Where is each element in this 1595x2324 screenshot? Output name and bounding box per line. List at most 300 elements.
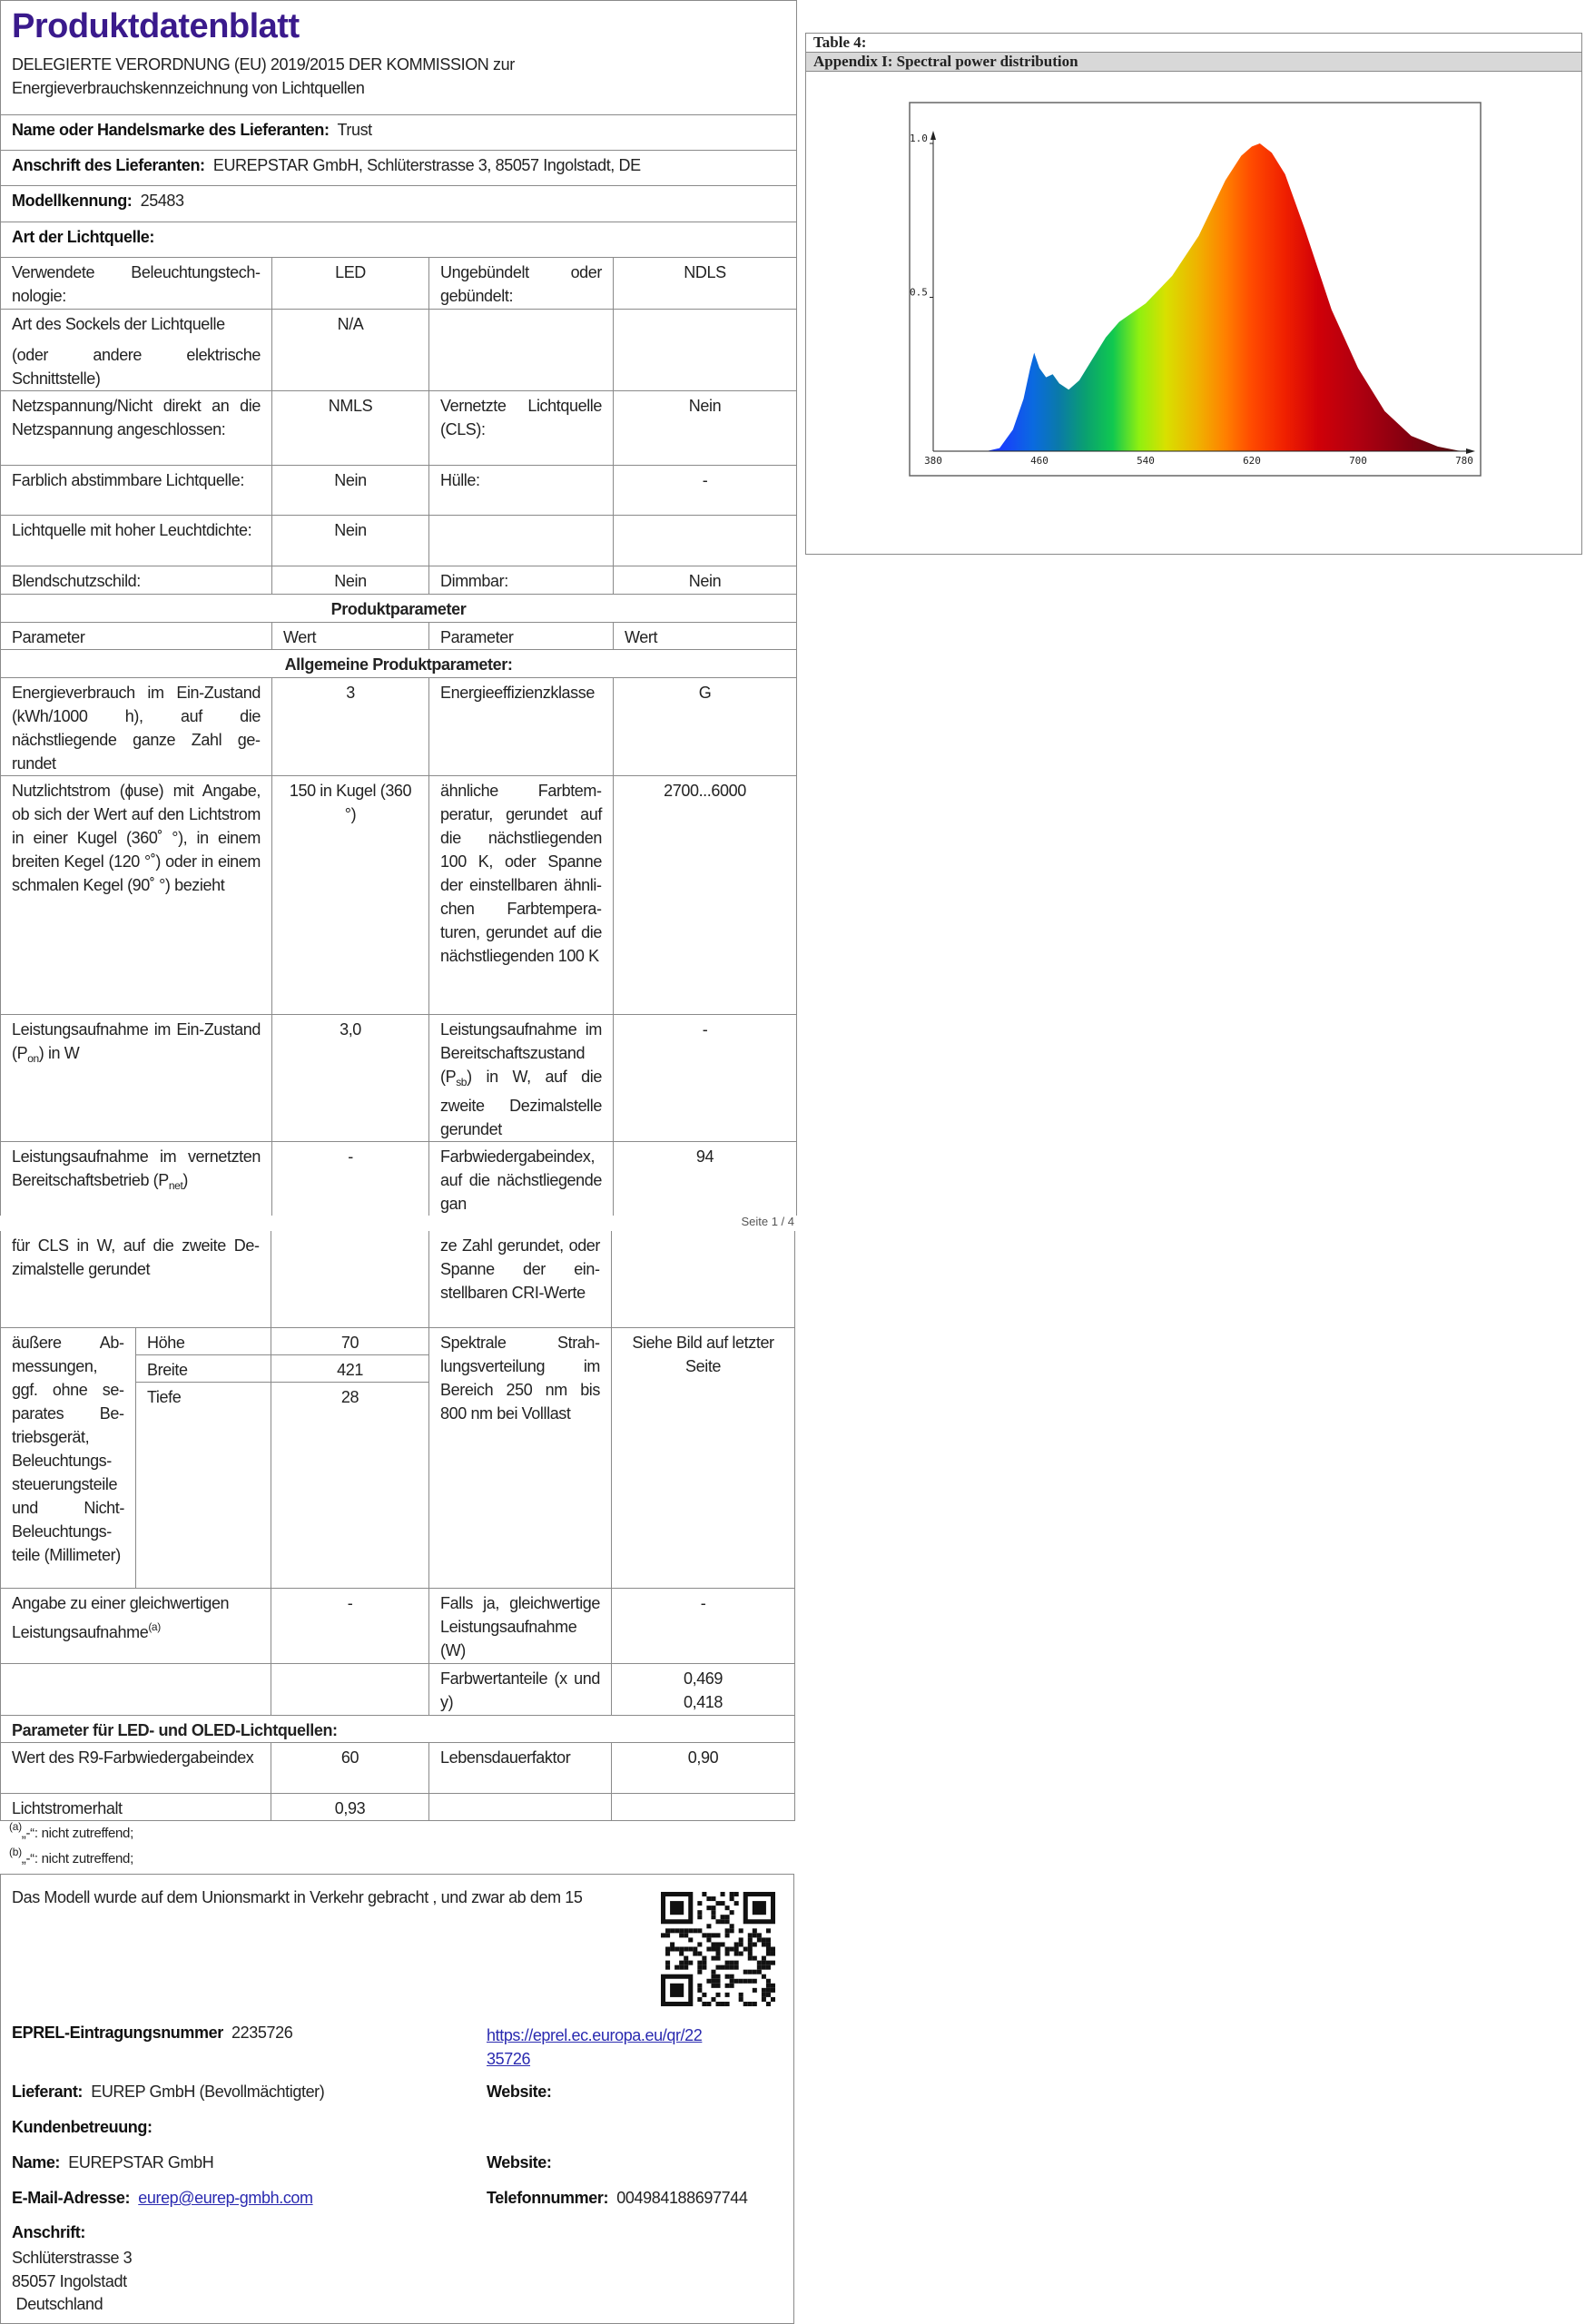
- param-value: 0,93: [271, 1793, 429, 1820]
- supplier-name: Trust: [337, 121, 372, 139]
- param-label: Nutzlichtstrom (ɸuse) mit Angabe, ob sich der Wert auf den Lichtstrom in einer Kugel (360˚ °), in einem breiten Kegel (120 °˚) oder in einem schmalen Kegel (90˚ °) bezieht: [1, 776, 272, 1015]
- qr-module: [730, 1946, 734, 1951]
- width-value: 421: [271, 1354, 429, 1382]
- qr-module: [725, 1974, 730, 1979]
- qr-module: [665, 1952, 670, 1956]
- param-value: [612, 1663, 795, 1715]
- qr-module: [697, 1997, 702, 2002]
- qr-module: [730, 1892, 734, 1896]
- supplier-address-label: Anschrift des Lieferanten:: [12, 156, 205, 174]
- qr-module: [766, 1961, 771, 1965]
- table-row: [1, 1142, 797, 1216]
- qr-module: [762, 1988, 766, 1993]
- label-text: Angabe zu einer gleichwertigen Leistungsaufnahme: [12, 1593, 230, 1641]
- supplier-label: Lieferant:: [12, 2083, 84, 2101]
- qr-module: [711, 1905, 715, 1910]
- subscript: on: [27, 1052, 39, 1065]
- qr-module: [753, 1928, 757, 1933]
- param-label: [1, 1588, 271, 1663]
- label-text: Leistungsaufnahme im Bereitschaftszustand (P: [440, 1020, 602, 1086]
- qr-module: [670, 1942, 674, 1946]
- qr-module: [715, 1979, 720, 1984]
- x-tick-label: 700: [1349, 455, 1367, 467]
- qr-module: [734, 1901, 739, 1905]
- qr-finder: [670, 1901, 684, 1915]
- param-value: Nein: [272, 466, 429, 516]
- qr-module: [693, 1952, 697, 1956]
- qr-module: [679, 1952, 684, 1956]
- qr-module: [721, 1892, 725, 1896]
- param-value: NDLS: [614, 258, 797, 310]
- qr-module: [743, 1979, 748, 1984]
- qr-module: [730, 1896, 734, 1901]
- y-tick-label: 0.5: [910, 286, 928, 299]
- qr-module: [706, 1979, 711, 1984]
- qr-module: [739, 1928, 743, 1933]
- qr-module: [684, 1928, 688, 1933]
- page-title: Produktdatenblatt: [12, 7, 300, 45]
- qr-module: [762, 1993, 766, 1997]
- appendix-heading: Appendix I: Spectral power distribution: [806, 52, 1581, 72]
- address-label-text: Anschrift:: [12, 2223, 85, 2241]
- website2-label: [487, 2153, 551, 2172]
- qr-module: [730, 1924, 734, 1928]
- label-text: ) in W: [38, 1044, 80, 1062]
- param-label: Energieverbrauch im Ein-Zustand (kWh/1000 h), auf die nächstliegende ganze Zahl gerundet: [1, 678, 272, 776]
- qr-module: [715, 1933, 720, 1937]
- param-value-empty: [271, 1663, 429, 1715]
- address-line: Schlüterstrasse 3: [12, 2249, 133, 2267]
- qr-code[interactable]: [661, 1892, 775, 2006]
- param-label: [1, 310, 272, 391]
- qr-module: [734, 1946, 739, 1951]
- table-row: [1, 1793, 795, 1820]
- qr-module: [748, 1937, 753, 1942]
- email-label: E-Mail-Adresse:: [12, 2189, 131, 2207]
- table-row: [1, 310, 797, 391]
- qr-module: [706, 1933, 711, 1937]
- param-value: 94: [614, 1142, 797, 1216]
- product-sheet-table-part2: [0, 1231, 795, 1821]
- address-block: [12, 2247, 132, 2317]
- param-label: [1, 1015, 272, 1142]
- param-label-empty: [1, 1663, 271, 1715]
- qr-module: [665, 1961, 670, 1965]
- param-label: für CLS in W, auf die zweite Dezimalstelle gerundet: [1, 1231, 271, 1327]
- qr-module: [725, 1915, 730, 1919]
- param-label: [1, 1142, 272, 1216]
- chromaticity-x: 0,469: [683, 1669, 724, 1688]
- name-value: EUREPSTAR GmbH: [68, 2153, 214, 2171]
- param-value: Nein: [614, 566, 797, 595]
- qr-module: [762, 1965, 766, 1970]
- column-header-parameter: Parameter: [429, 623, 614, 650]
- eprel-row: [12, 2024, 292, 2043]
- param-label: [429, 310, 614, 391]
- param-label: Lichtstromerhalt: [1, 1793, 271, 1820]
- regulation-text: DELEGIERTE VERORDNUNG (EU) 2019/2015 DER KOMMISSION zur Energieverbrauchskennzeichnung von Lichtquellen: [12, 55, 515, 97]
- page-number: Seite 1 / 4: [741, 1215, 794, 1228]
- param-value: 150 in Kugel (360 °): [272, 776, 429, 1015]
- section-title-general-parameters: Allgemeine Produktparameter:: [1, 650, 797, 678]
- label-text: Leistungsaufnahme im Ein-Zustand (P: [12, 1020, 261, 1062]
- qr-module: [766, 1979, 771, 1984]
- name-label: Name:: [12, 2153, 61, 2171]
- param-label: Hülle:: [429, 466, 614, 516]
- table-row: [1, 1588, 795, 1663]
- param-label: Farblich abstimmbare Lichtquelle:: [1, 466, 272, 516]
- qr-module: [702, 1956, 706, 1961]
- qr-module: [734, 1892, 739, 1896]
- qr-finder: [753, 1901, 766, 1915]
- table-row: [1, 516, 797, 566]
- eprel-link-line[interactable]: 35726: [487, 2050, 531, 2068]
- qr-module: [730, 1910, 734, 1915]
- height-value: 70: [271, 1327, 429, 1354]
- qr-module: [734, 1979, 739, 1984]
- qr-module: [702, 1933, 706, 1937]
- website-label-text: Website:: [487, 2083, 552, 2101]
- qr-module: [684, 1946, 688, 1951]
- qr-module: [665, 1965, 670, 1970]
- qr-module: [702, 1965, 706, 1970]
- qr-module: [757, 1970, 762, 1974]
- qr-module: [721, 2002, 725, 2006]
- qr-module: [734, 1942, 739, 1946]
- email-link[interactable]: eurep@eurep-gmbh.com: [138, 2189, 313, 2207]
- qr-module: [743, 2002, 748, 2006]
- qr-module: [730, 1984, 734, 1988]
- param-label: Netzspannung/Nicht direkt an die Netzspannung angeschlossen:: [1, 391, 272, 466]
- chromaticity-y: 0,418: [683, 1692, 724, 1711]
- qr-module: [702, 2002, 706, 2006]
- table-row: [1, 1742, 795, 1793]
- qr-module: [711, 1915, 715, 1919]
- qr-module: [697, 1942, 702, 1946]
- param-label: Verwendete Beleuchtungstechnologie:: [1, 258, 272, 310]
- table-row: [1, 566, 797, 595]
- table-row: [1, 678, 797, 776]
- appendix-panel: [805, 33, 1582, 555]
- column-header-value: Wert: [614, 623, 797, 650]
- supplier-address: EUREPSTAR GmbH, Schlüterstrasse 3, 85057 Ingolstadt, DE: [212, 156, 641, 174]
- qr-module: [711, 1956, 715, 1961]
- footnote-ref: (a): [148, 1620, 161, 1633]
- eprel-link-line[interactable]: https://eprel.ec.europa.eu/qr/22: [487, 2026, 703, 2044]
- qr-module: [715, 1965, 720, 1970]
- qr-module: [771, 1997, 775, 2002]
- qr-module: [688, 1946, 693, 1951]
- footnote-text: „-“: nicht zutreffend;: [21, 1826, 133, 1841]
- param-value: 2700...6000: [614, 776, 797, 1015]
- qr-module: [702, 1892, 706, 1896]
- table-row: [1, 1231, 795, 1327]
- column-header-row: [1, 623, 797, 650]
- qr-module: [734, 1952, 739, 1956]
- qr-module: [748, 1933, 753, 1937]
- x-tick-label: 540: [1137, 455, 1155, 467]
- section-title-product-parameters: Produktparameter: [1, 595, 797, 623]
- depth-value: 28: [271, 1382, 429, 1588]
- table-row: [1, 776, 797, 1015]
- qr-module: [762, 1956, 766, 1961]
- qr-module: [753, 1956, 757, 1961]
- qr-module: [697, 1952, 702, 1956]
- param-value-empty: [612, 1231, 795, 1327]
- param-value: -: [272, 1142, 429, 1216]
- qr-module: [734, 1961, 739, 1965]
- qr-module: [661, 1933, 665, 1937]
- model-label: Modellkennung:: [12, 192, 133, 210]
- qr-module: [766, 1952, 771, 1956]
- qr-module: [679, 1933, 684, 1937]
- section-title-led-parameters: Parameter für LED- und OLED-Lichtquellen:: [1, 1715, 795, 1742]
- qr-module: [697, 1915, 702, 1919]
- qr-module: [706, 1924, 711, 1928]
- qr-module: [739, 1997, 743, 2002]
- qr-module: [697, 1961, 702, 1965]
- qr-module: [674, 1946, 679, 1951]
- qr-module: [679, 1965, 684, 1970]
- param-label: ze Zahl gerundet, oder Spanne der einstellbaren CRI-Werte: [429, 1231, 612, 1327]
- model-row: [1, 186, 797, 222]
- qr-module: [697, 1988, 702, 1993]
- eprel-number: 2235726: [231, 2024, 293, 2042]
- footnote-a: [9, 1820, 133, 1841]
- subscript: sb: [456, 1076, 468, 1088]
- qr-module: [766, 1937, 771, 1942]
- eprel-link[interactable]: [487, 2024, 702, 2071]
- website2-label-text: Website:: [487, 2153, 552, 2171]
- qr-module: [665, 1933, 670, 1937]
- qr-module: [684, 1965, 688, 1970]
- customer-support-label: [12, 2118, 153, 2137]
- qr-module: [725, 1933, 730, 1937]
- eprel-label: EPREL-Eintragungsnummer: [12, 2024, 223, 2042]
- qr-module: [753, 1970, 757, 1974]
- dimensions-label: äußere Abmessungen, ggf. ohne separates Betriebsgerät, Beleuchtungssteuerungsteile und Nicht-Beleuchtungsteile (Millimeter): [1, 1327, 136, 1588]
- param-label: Dimmbar:: [429, 566, 614, 595]
- supplier-row: [12, 2083, 324, 2102]
- qr-module: [766, 2002, 771, 2006]
- qr-module: [721, 1901, 725, 1905]
- qr-module: [688, 1937, 693, 1942]
- qr-module: [739, 1952, 743, 1956]
- qr-module: [693, 1946, 697, 1951]
- qr-module: [711, 1997, 715, 2002]
- qr-module: [725, 1984, 730, 1988]
- qr-module: [762, 1974, 766, 1979]
- qr-module: [711, 1970, 715, 1974]
- qr-module: [748, 1952, 753, 1956]
- website-label: [487, 2083, 551, 2102]
- param-value: [614, 516, 797, 566]
- qr-module: [766, 1984, 771, 1988]
- qr-module: [715, 1901, 720, 1905]
- qr-module: [730, 1965, 734, 1970]
- qr-finder: [670, 1984, 684, 1997]
- qr-module: [679, 1928, 684, 1933]
- qr-module: [715, 2002, 720, 2006]
- param-value: NMLS: [272, 391, 429, 466]
- qr-module: [730, 1974, 734, 1979]
- label-text: ): [182, 1171, 188, 1189]
- qr-module: [670, 1928, 674, 1933]
- spectral-chart: [909, 102, 1482, 478]
- footnote-mark: (a): [9, 1820, 22, 1833]
- qr-module: [748, 1956, 753, 1961]
- product-sheet-table-part1: [0, 0, 797, 1216]
- qr-module: [711, 1910, 715, 1915]
- table-row: [1, 1327, 795, 1354]
- qr-module: [739, 1937, 743, 1942]
- phone-value: 004984188697744: [616, 2189, 748, 2207]
- qr-module: [743, 1970, 748, 1974]
- param-value: 0,90: [612, 1742, 795, 1793]
- qr-module: [706, 1937, 711, 1942]
- param-value: Nein: [272, 516, 429, 566]
- qr-module: [748, 1946, 753, 1951]
- qr-module: [706, 2002, 711, 2006]
- x-tick-label: 380: [924, 455, 942, 467]
- qr-module: [753, 2002, 757, 2006]
- qr-module: [697, 1965, 702, 1970]
- qr-module: [753, 1979, 757, 1984]
- x-tick-label: 460: [1030, 455, 1049, 467]
- qr-module: [766, 1993, 771, 1997]
- param-label-line: Art des Sockels der Lichtquelle: [12, 315, 225, 333]
- qr-module: [697, 1928, 702, 1933]
- qr-module: [674, 1928, 679, 1933]
- qr-module: [771, 1984, 775, 1988]
- qr-module: [725, 1965, 730, 1970]
- header-cell: [1, 1, 797, 115]
- qr-module: [715, 1946, 720, 1951]
- qr-module: [684, 1956, 688, 1961]
- qr-module: [711, 1933, 715, 1937]
- qr-module: [706, 1946, 711, 1951]
- param-value: -: [271, 1588, 429, 1663]
- support-name-row: [12, 2153, 213, 2172]
- param-label: Farbwertanteile (x und y): [429, 1663, 612, 1715]
- qr-module: [757, 1965, 762, 1970]
- table-row: [1, 1663, 795, 1715]
- qr-module: [711, 1896, 715, 1901]
- qr-module: [697, 1910, 702, 1915]
- param-label: Wert des R9-Farbwiedergabeindex: [1, 1742, 271, 1793]
- param-label: Vernetzte Lichtquelle (CLS):: [429, 391, 614, 466]
- customer-support-label-text: Kundenbetreuung:: [12, 2118, 153, 2136]
- param-label: [429, 1015, 614, 1142]
- phone-row: [487, 2189, 747, 2208]
- qr-module: [762, 1961, 766, 1965]
- footnote-mark: (b): [9, 1846, 22, 1858]
- qr-module: [721, 1915, 725, 1919]
- qr-module: [702, 1993, 706, 1997]
- qr-module: [721, 1942, 725, 1946]
- qr-module: [706, 1896, 711, 1901]
- qr-module: [688, 1961, 693, 1965]
- supplier-name-label: Name oder Handelsmarke des Lieferanten:: [12, 121, 330, 139]
- qr-module: [715, 1952, 720, 1956]
- qr-module: [766, 1928, 771, 1933]
- param-label: [429, 516, 614, 566]
- qr-module: [757, 1937, 762, 1942]
- param-label-line: (oder andere elektrische Schnittstelle): [12, 346, 261, 388]
- qr-module: [715, 1984, 720, 1988]
- qr-module: [762, 1937, 766, 1942]
- param-value: G: [614, 678, 797, 776]
- param-value: 60: [271, 1742, 429, 1793]
- qr-module: [748, 2002, 753, 2006]
- qr-module: [693, 1928, 697, 1933]
- param-label: Lebensdauerfaktor: [429, 1742, 612, 1793]
- qr-module: [748, 1970, 753, 1974]
- qr-module: [739, 1979, 743, 1984]
- qr-module: [679, 1946, 684, 1951]
- qr-module: [753, 1933, 757, 1937]
- supplier-name-row: [1, 115, 797, 151]
- param-value: -: [614, 1015, 797, 1142]
- qr-module: [715, 1956, 720, 1961]
- address-line: Deutschland: [12, 2295, 103, 2313]
- qr-module: [734, 1965, 739, 1970]
- qr-module: [748, 1942, 753, 1946]
- qr-module: [725, 1961, 730, 1965]
- param-value: Nein: [272, 566, 429, 595]
- qr-module: [697, 1984, 702, 1988]
- x-tick-label: 780: [1455, 455, 1473, 467]
- qr-module: [711, 1984, 715, 1988]
- qr-module: [674, 1965, 679, 1970]
- qr-module: [697, 1970, 702, 1974]
- subscript: net: [168, 1179, 183, 1192]
- column-header-parameter: Parameter: [1, 623, 272, 650]
- qr-module: [721, 1919, 725, 1924]
- qr-module: [715, 1974, 720, 1979]
- param-label: Blendschutzschild:: [1, 566, 272, 595]
- param-label: Energieeffizienzklasse: [429, 678, 614, 776]
- label-text: ) in W, auf die zweite Dezimalstelle gerundet: [440, 1068, 602, 1138]
- footnote-b: [9, 1846, 133, 1866]
- y-tick-label: 1.0: [910, 133, 928, 144]
- qr-module: [762, 1997, 766, 2002]
- light-source-type-row: [1, 222, 797, 258]
- height-label: Höhe: [136, 1327, 271, 1354]
- x-tick-label: 620: [1243, 455, 1261, 467]
- qr-module: [706, 1905, 711, 1910]
- column-header-value: Wert: [272, 623, 429, 650]
- qr-module: [697, 1901, 702, 1905]
- address-line: 85057 Ingolstadt: [12, 2271, 127, 2290]
- qr-module: [725, 1919, 730, 1924]
- qr-module: [665, 1946, 670, 1951]
- width-label: Breite: [136, 1354, 271, 1382]
- label-text: Leistungsaufnahme im vernetzten Bereitschaftsbetrieb (P: [12, 1147, 261, 1189]
- footnote-text: „-“: nicht zutreffend;: [21, 1851, 133, 1866]
- qr-module: [771, 1988, 775, 1993]
- qr-module: [684, 1933, 688, 1937]
- param-label: Lichtquelle mit hoher Leuchtdichte:: [1, 516, 272, 566]
- qr-module: [766, 1942, 771, 1946]
- param-value-empty: [612, 1793, 795, 1820]
- qr-module: [725, 2002, 730, 2006]
- qr-module: [715, 1919, 720, 1924]
- market-date-text: Das Modell wurde auf dem Unionsmarkt in Verkehr gebracht , und zwar ab dem 15: [12, 1888, 583, 1906]
- qr-module: [753, 1942, 757, 1946]
- qr-module: [730, 1928, 734, 1933]
- qr-module: [771, 1961, 775, 1965]
